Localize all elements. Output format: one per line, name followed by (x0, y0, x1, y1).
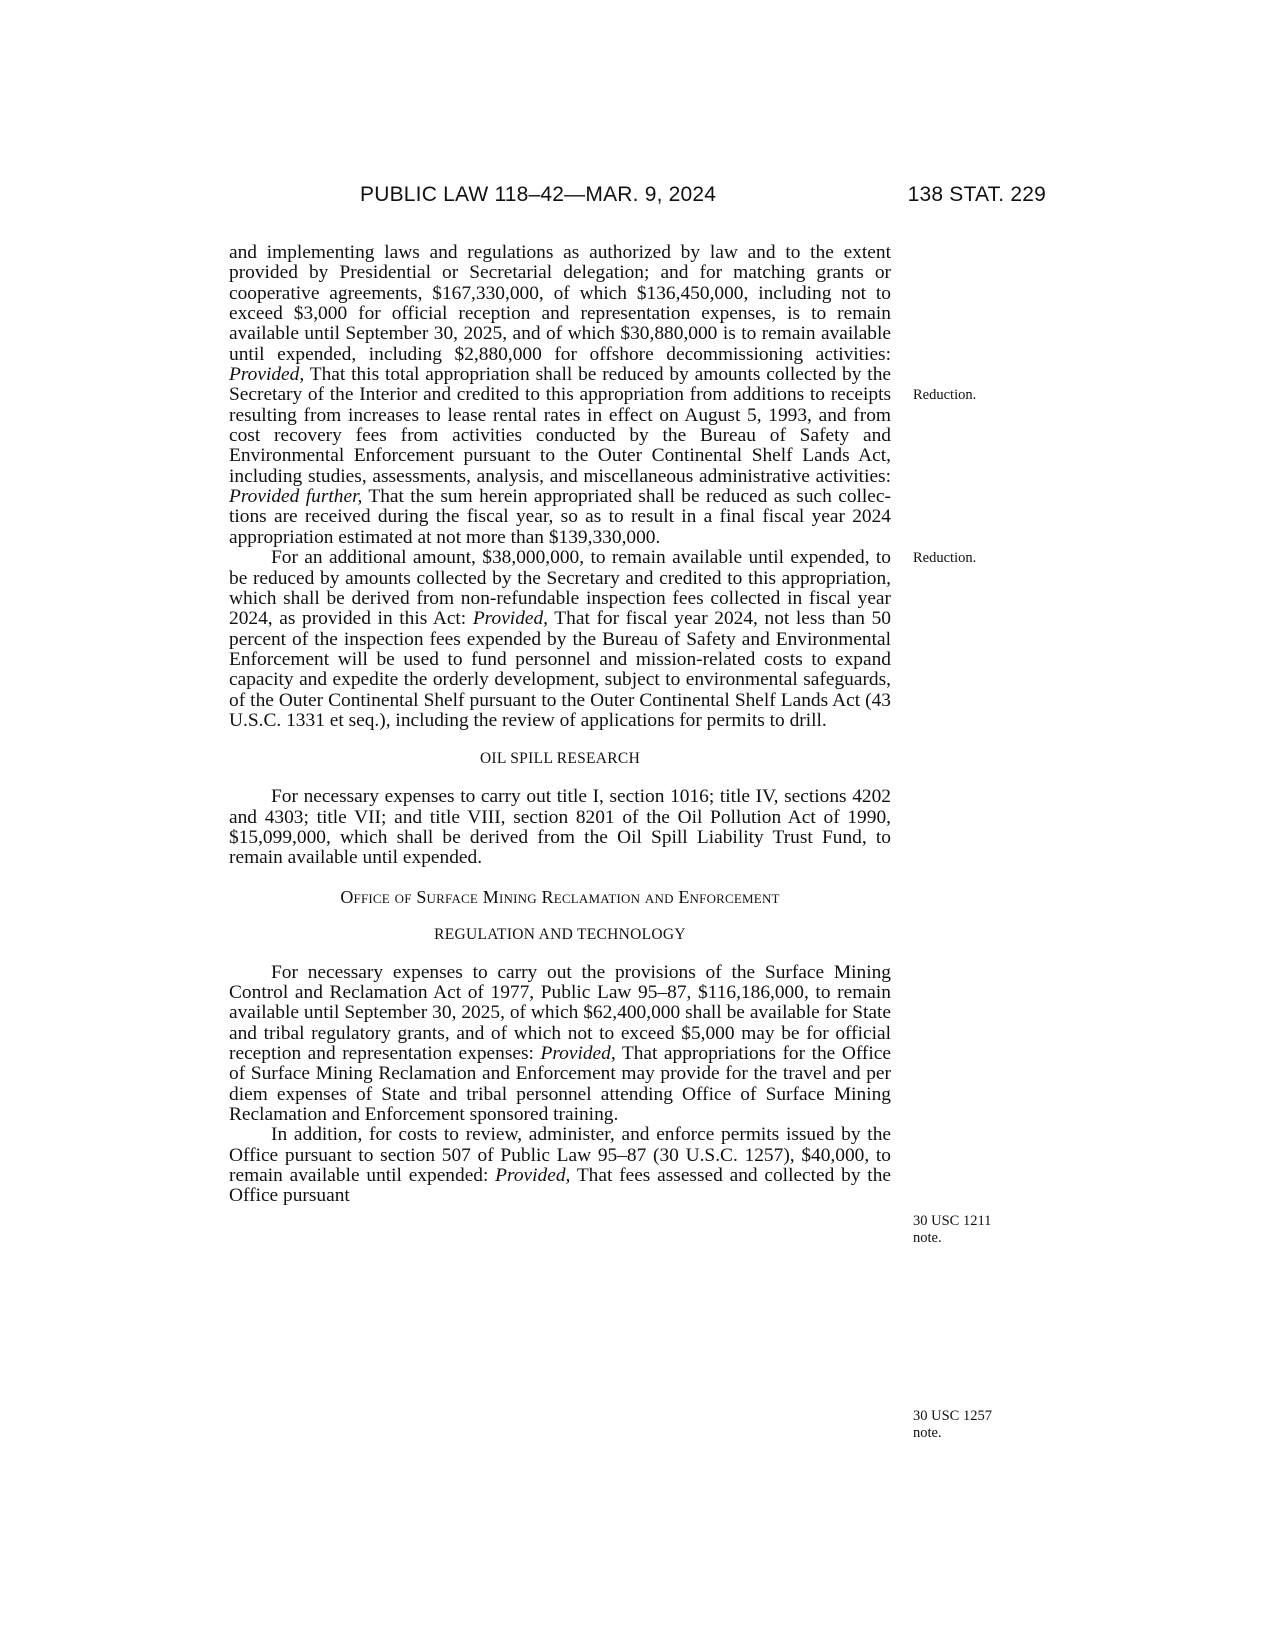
paragraph-3: For necessary expenses to carry out title I, section 1016; title IV, sections 4202 and 4303; title VII; and title VIII, section 8201 of the Oil Pollution Act of 1990, $15,099,000, which shall be derived from the Oil Spill Liability Trust Fund, to remain available until expended. (229, 786, 891, 869)
margin-note-30-usc-1257-line2: note. (913, 1425, 942, 1441)
paragraph-5-text-b: That fees assessed and collected by the Office pursuant (229, 1165, 891, 1207)
margin-note-reduction-1: Reduction. (913, 387, 977, 403)
paragraph-1-text-b: That this total appropriation shall be reduced by amounts collected by the Secretary of the Interior and credited to this appropriation from additions to receipts resulting from increases to lease rental rates in effect on August 5, 1993, and from cost recovery fees from activities conducted by the Bureau of Safety and Environmental Enforcement pursuant to the Outer Continental Shelf Lands Act, including studies, assessments, analysis, and miscellaneous administrative activities: (229, 364, 891, 487)
paragraph-2-proviso: Provided, (472, 608, 549, 630)
paragraph-1-text-c: That the sum herein appropriated shall be reduced as such collections are received during the fiscal year, so as to result in a final fiscal year 2024 appropriation estimated at not more than $139,330,000. (229, 486, 891, 548)
paragraph-5-proviso: Provided, (495, 1165, 571, 1187)
heading-oil-spill-research: OIL SPILL RESEARCH (479, 750, 641, 768)
paragraph-4-proviso: Provided, (540, 1043, 616, 1064)
paragraph-2 (229, 548, 891, 731)
margin-note-30-usc-1211-line2: note. (913, 1230, 942, 1246)
main-text-column (229, 243, 891, 1207)
running-header (0, 183, 1275, 213)
paragraph-1-proviso-b: Provided further, (229, 486, 363, 508)
margin-note-30-usc-1211-line1: 30 USC 1211 (913, 1213, 992, 1229)
margin-note-30-usc-1257-line1: 30 USC 1257 (913, 1408, 992, 1424)
paragraph-4-text-a: For necessary expenses to carry out the provisions of the Surface Mining Control and Reclamation Act of 1977, Public Law 95–87, $116,186,000, to remain available until September 30, 2025, of which $62,400,000 shall be available for State and tribal regulatory grants, and of which not to exceed $5,000 may be for official reception and representation expenses: (229, 961, 891, 1064)
paragraph-2-text-b: That for fiscal year 2024, not less than 50 percent of the inspection fees expended by the Bureau of Safety and Environmental Enforcement will be used to fund personnel and mission-related costs to expand capacity and expedite the orderly development, subject to environmental safeguards, of the Outer Continental Shelf pursuant to the Outer Continental Shelf Lands Act (43 U.S.C. 1331 et seq.), including the review of applications for permits to drill. (229, 608, 892, 731)
paragraph-2-text-a: For an additional amount, $38,000,000, to remain available until expended, to be reduced by amounts collected by the Secretary and credited to this appropriation, which shall be derived from non-refundable inspection fees collected in fiscal year 2024, as provided in this Act: (229, 547, 891, 630)
margin-note-30-usc-1257 (913, 1408, 992, 1442)
paragraph-4-text-b: That appropriations for the Office of Surface Mining Reclamation and Enforcement may provide for the travel and per diem expenses of State and tribal personnel attending Office of Surface Mining Reclamation and Enforcement sponsored training. (229, 1043, 891, 1126)
margin-note-30-usc-1211 (913, 1213, 991, 1247)
heading-office-surface-mining: Office of Surface Mining Reclamation and Enforcement (340, 886, 780, 907)
paragraph-1-text-a: and implementing laws and regulations as authorized by law and to the extent provided by Presidential or Secretarial delegation; and for matching grants or cooperative agreements, $167,330,000, of which $136,450,000, including not to exceed $3,000 for official reception and representation expenses, is to remain available until September 30, 2025, and of which $30,880,000 is to remain available until expended, including $2,880,000 for offshore decommissioning activities: (229, 242, 891, 365)
paragraph-1 (229, 243, 891, 548)
paragraph-4 (229, 963, 891, 1126)
header-page-number: 138 STAT. 229 (907, 183, 1046, 206)
paragraph-5 (229, 1125, 891, 1206)
header-title: PUBLIC LAW 118–42—MAR. 9, 2024 (360, 183, 717, 206)
paragraph-5-text-a: In addition, for costs to review, administer, and enforce permits issued by the Office pursuant to section 507 of Public Law 95–87 (30 U.S.C. 1257), $40,000, to remain available until expended: (229, 1124, 891, 1187)
heading-regulation-technology: REGULATION AND TECHNOLOGY (434, 925, 686, 943)
paragraph-1-proviso-a: Provided, (229, 364, 305, 386)
margin-note-reduction-2: Reduction. (913, 550, 977, 566)
